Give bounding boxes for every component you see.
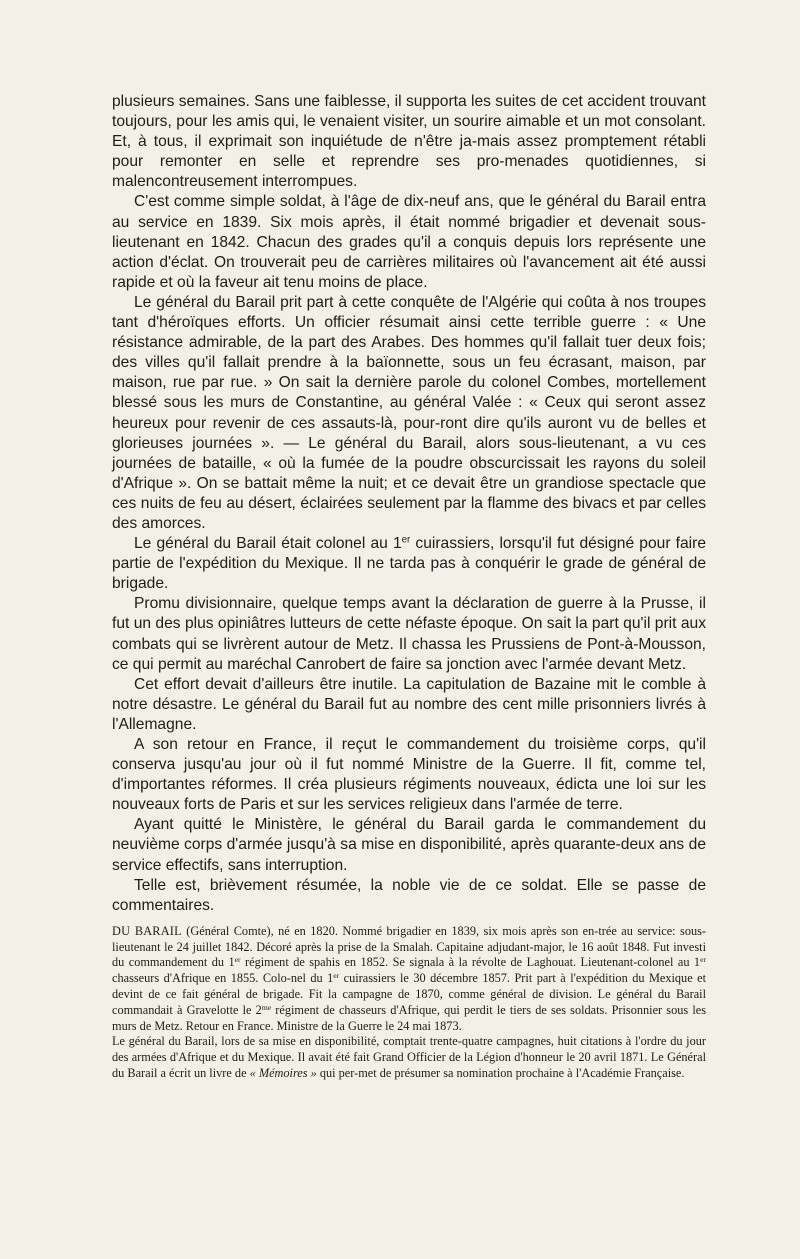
note-text-e: régiment de chasseurs d'Afrique, qui perdit le tiers de ses soldats. Prisonnier sous les murs de Metz. Retour en France. Ministre de la Guerre le 24 mai 1873.	[112, 1002, 706, 1033]
note-text-f: Le général du Barail, lors de sa mise en disponibilité, comptait trente-quatre campagnes, huit citations à l'ordre du jour des armées d'Afrique et du Mexique. Il avait été fait Grand Officier de la Légion d'honneur le 20 avril 1871. Le Général du Barail a écrit un livre de	[112, 1034, 706, 1081]
note-text-a: (Général Comte), né en 1820. Nommé brigadier en 1839, six mois après son en-trée au service: sous-lieutenant le 24 juillet 1842. Décoré après la prise de la Smalah. Capitaine adjudant-major, le 16 août 1848. Fut investi du commandement du 1	[112, 923, 706, 970]
note-superscript-1: er	[234, 955, 241, 965]
note-text-g: qui per-met de présumer sa nomination prochaine à l'Académie Française.	[316, 1066, 685, 1081]
paragraph-4-text-b: cuirassiers, lorsqu'il fut désigné pour faire partie de l'expédition du Mexique. Il ne tarda pas à conquérir le grade de général de brigade.	[112, 535, 707, 593]
book-page	[112, 92, 706, 1082]
paragraph-3: Le général du Barail prit part à cette conquête de l'Algérie qui coûta à nos troupes tant d'héroïques efforts. Un officier résumait ainsi cette terrible guerre : « Une résistance admirable, de la part des Arabes. Des hommes qu'il fallait tuer deux fois; des villes qu'il fallait prendre à la baïonnette, sous un feu écrasant, maison, par maison, rue par rue. » On sait la dernière parole du colonel Combes, mortellement blessé sous les murs de Constantine, au général Valée : « Ceux qui seront assez heureux pour revenir de ces assauts-là, pour-ront dire qu'ils auront vu de belles et glorieuses journées ». — Le général du Barail, alors sous-lieutenant, a vu ces journées de bataille, « où la fumée de la poudre obscurcissait les rayons du soleil d'Afrique ». On se battait même la nuit; et ce devait être un grandiose spectacle que ces nuits de feu au désert, éclairées seulement par la flamme des bivacs et par celles des amorces.	[112, 293, 706, 532]
paragraph-5: Promu divisionnaire, quelque temps avant la déclaration de guerre à la Prusse, il fut un des plus opiniâtres lutteurs de cette néfaste époque. On sait la part qu'il prit aux combats qui se livrèrent autour de Metz. Il chassa les Prussiens de Pont-à-Mousson, ce qui permit au maréchal Canrobert de faire sa jonction avec l'armée devant Metz.	[112, 595, 706, 673]
paragraph-6: Cet effort devait d'ailleurs être inutile. La capitulation de Bazaine mit le comble à notre désastre. Le général du Barail fut au nombre des cent mille prisonniers livrés à l'Allemagne.	[112, 675, 706, 733]
memoires-title: « Mémoires »	[249, 1066, 317, 1081]
note-name: DU BARAIL	[112, 923, 182, 938]
note-superscript-3: er	[333, 971, 340, 981]
note-superscript-4: me	[261, 1002, 272, 1012]
ordinal-superscript: er	[401, 534, 411, 546]
note-text-c: chasseurs d'Afrique en 1855. Colo-nel du 1	[112, 971, 334, 986]
paragraph-2: C'est comme simple soldat, à l'âge de dix-neuf ans, que le général du Barail entra au service en 1839. Six mois après, il était nommé brigadier et devenait sous-lieutenant en 1842. Chacun des grades qu'il a conquis depuis lors représente une action d'éclat. On trouverait peu de carrières militaires où l'avancement ait été aussi rapide et où la faveur ait tenu moins de place.	[112, 193, 706, 291]
paragraph-8: Ayant quitté le Ministère, le général du Barail garda le commandement du neuvième corps d'armée jusqu'à sa mise en disponibilité, après quarante-deux ans de service effectifs, sans interruption.	[112, 816, 706, 874]
note-superscript-2: er	[700, 955, 706, 965]
paragraph-1: plusieurs semaines. Sans une faiblesse, il supporta les suites de cet accident trouvant toujours, pour les amis qui, le venaient visiter, un sourire aimable et un mot consolant. Et, à tous, il exprimait son inquiétude de n'être ja-mais assez promptement rétabli pour remonter en selle et reprendre ses pro-menades quotidiennes, si malencontreusement interrompues.	[112, 93, 706, 191]
note-paragraph-1	[112, 924, 706, 1035]
paragraph-4-text-a: Le général du Barail était colonel au 1	[134, 535, 402, 553]
paragraph-7: A son retour en France, il reçut le commandement du troisième corps, qu'il conserva jusqu'au jour où il fut nommé Ministre de la Guerre. Il fit, comme tel, d'importantes réformes. Il créa plusieurs régiments nouveaux, édicta une loi sur les nouveaux forts de Paris et sur les services religieux dans l'armée de terre.	[112, 736, 706, 814]
main-text	[112, 92, 706, 916]
note-text-b: régiment de spahis en 1852. Se signala à la révolte de Laghouat. Lieutenant-colonel au 1	[240, 955, 701, 970]
paragraph-4	[112, 534, 706, 594]
paragraph-9: Telle est, brièvement résumée, la noble vie de ce soldat. Elle se passe de commentaires.	[112, 876, 706, 914]
note-paragraph-2	[112, 1034, 706, 1081]
biographical-note	[112, 924, 706, 1082]
note-text-d: cuirassiers le 30 décembre 1857. Prit part à l'expédition du Mexique et devint de ce fait général de brigade. Fit la campagne de 1870, comme général de division. Le général du Barail commandait à Gravelotte le 2	[112, 971, 706, 1017]
